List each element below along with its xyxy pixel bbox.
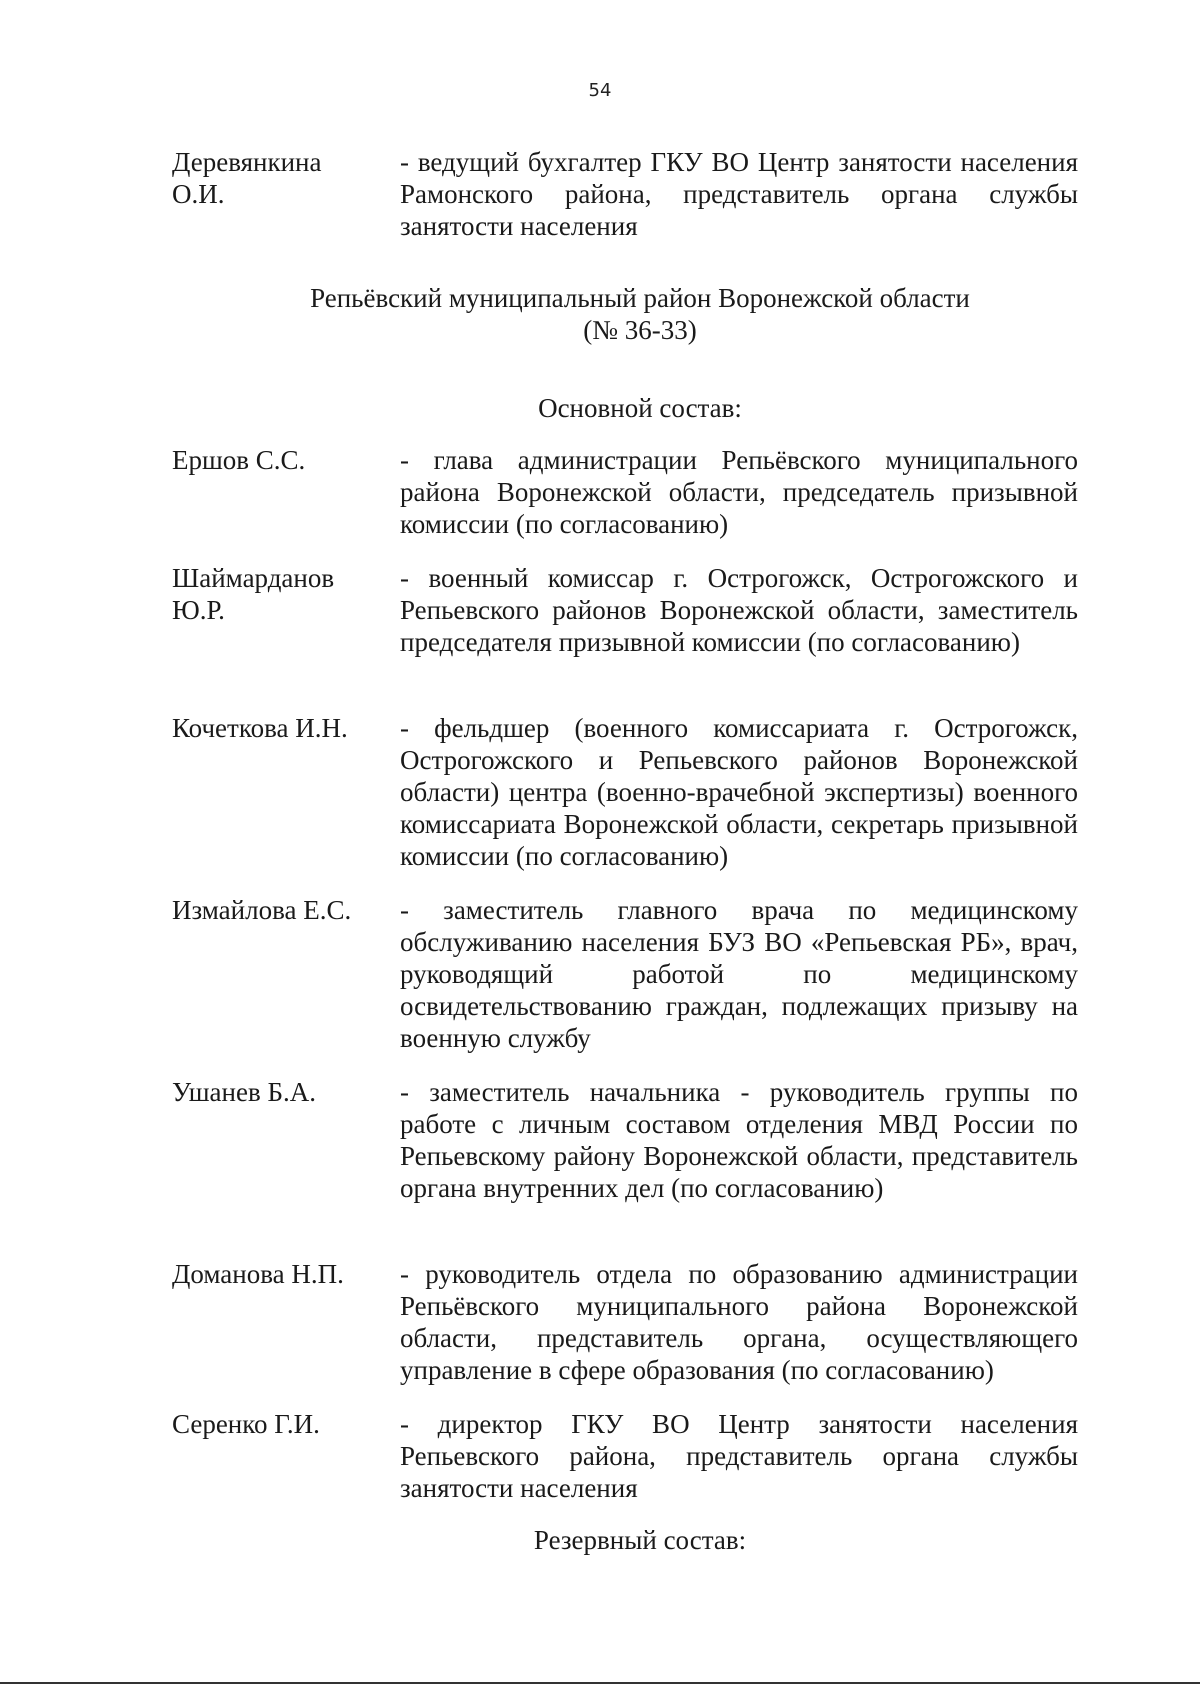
district-number: (№ 36-33) (583, 315, 697, 345)
member-name: Измайлова Е.С. (172, 895, 352, 925)
main-composition-heading: Основной состав: (538, 393, 742, 423)
member-name: Кочеткова И.Н. (172, 713, 348, 743)
bottom-rule (0, 1682, 1200, 1684)
member-description: - руководитель отдела по образованию администрации Репьёвского муниципального района Воронежской области, представитель органа, осуществляющего управление в сфере образования (по согласованию) (400, 1259, 1078, 1385)
member-name: Шаймарданов Ю.Р. (172, 563, 335, 625)
page-number: 54 (588, 80, 612, 101)
district-title: Репьёвский муниципальный район Воронежской области (310, 283, 970, 313)
member-description: - заместитель начальника - руководитель группы по работе с личным составом отделения МВД России по Репьевскому району Воронежской области, представитель органа внутренних дел (по согласованию) (400, 1077, 1078, 1203)
member-description: - директор ГКУ ВО Центр занятости населения Репьевского района, представитель органа службы занятости населения (400, 1409, 1078, 1503)
member-name: Ушанев Б.А. (172, 1077, 316, 1107)
member-description: - военный комиссар г. Острогожск, Острогожского и Репьевского районов Воронежской области, заместитель председателя призывной комиссии (по согласованию) (400, 563, 1078, 657)
member-description: - фельдшер (военного комиссариата г. Острогожск, Острогожского и Репьевского районов Воронежской области) центра (военно-врачебной экспертизы) военного комиссариата Воронежской области, секретарь призывной комиссии (по согласованию) (400, 713, 1078, 871)
member-description: - заместитель главного врача по медицинскому обслуживанию населения БУЗ ВО «Репьевская РБ», врач, руководящий работой по медицинскому освидетельствованию граждан, подлежащих призыву на военную службу (400, 895, 1078, 1053)
member-name: Деревянкина О.И. (172, 147, 322, 209)
member-name: Ершов С.С. (172, 445, 306, 475)
member-name: Доманова Н.П. (172, 1259, 344, 1289)
reserve-composition-heading: Резервный состав: (533, 1525, 747, 1555)
member-name: Серенко Г.И. (172, 1409, 320, 1439)
member-description: - ведущий бухгалтер ГКУ ВО Центр занятости населения Рамонского района, представитель органа службы занятости населения (400, 147, 1078, 241)
member-description: - глава администрации Репьёвского муниципального района Воронежской области, председатель призывной комиссии (по согласованию) (400, 445, 1078, 539)
